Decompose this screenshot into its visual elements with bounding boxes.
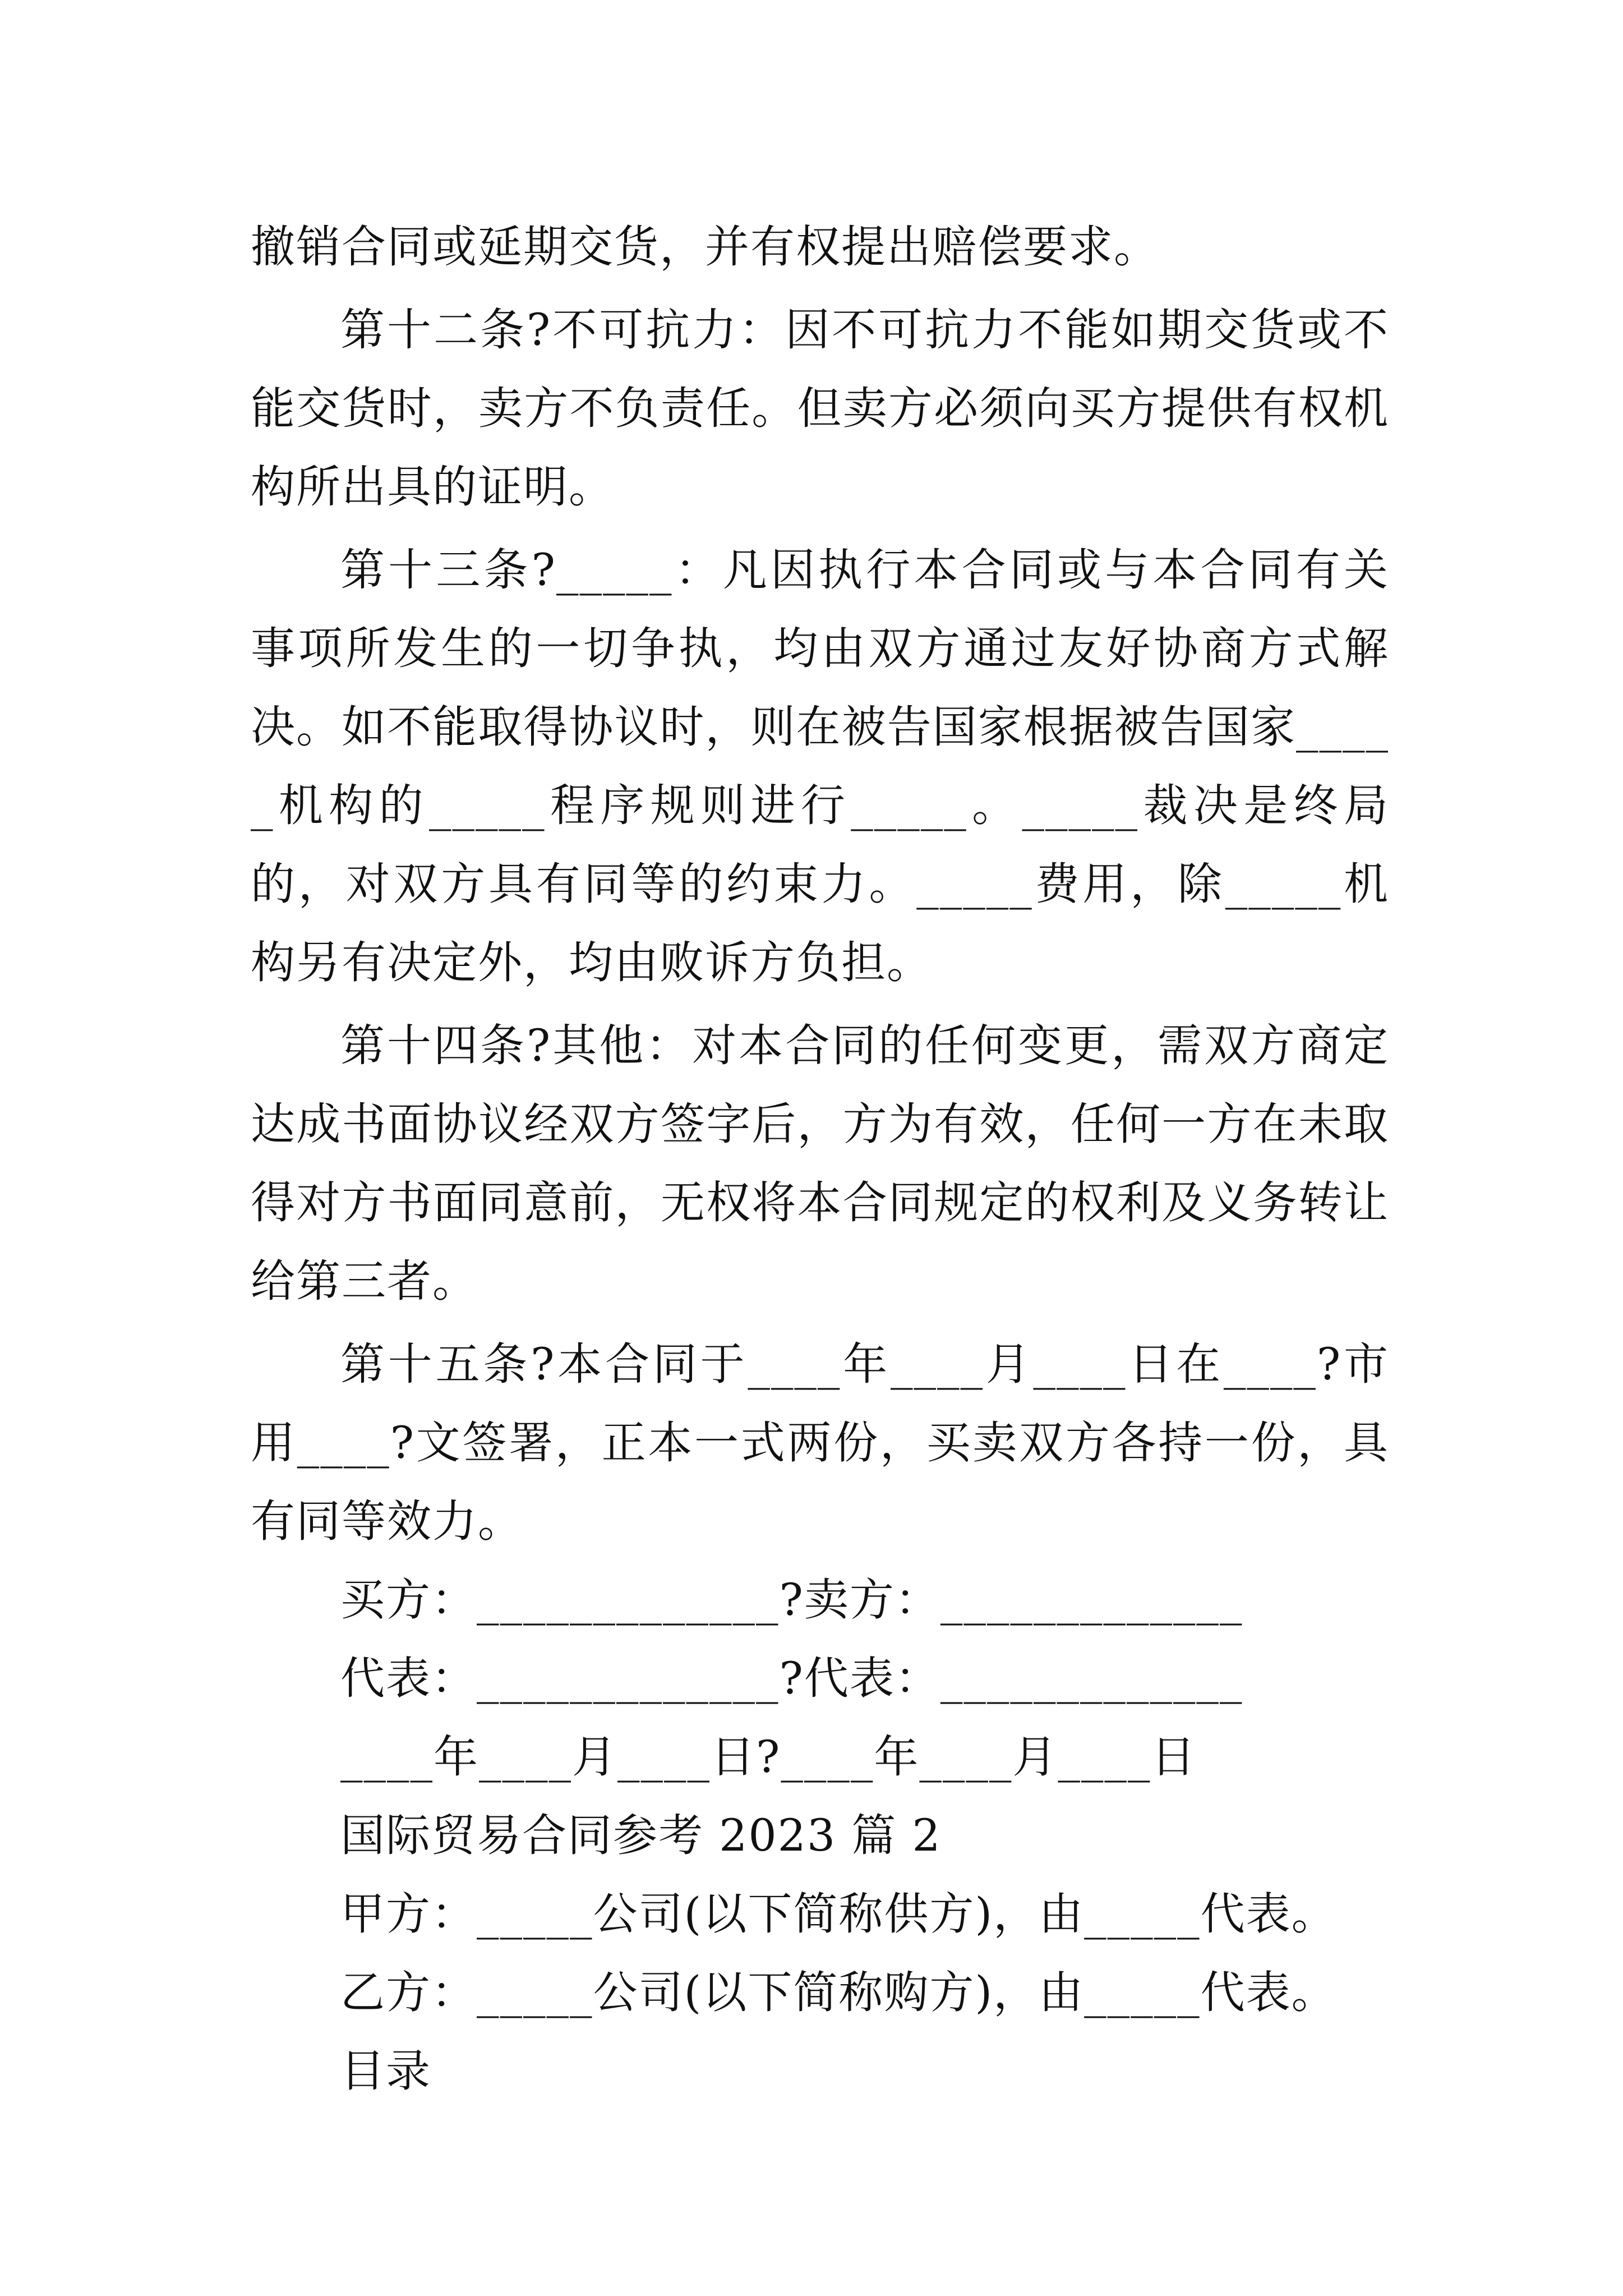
paragraph-continuation: 撤销合同或延期交货，并有权提出赔偿要求。 — [251, 221, 1159, 273]
section-title: 国际贸易合同参考 2023 篇 2 — [340, 1810, 942, 1861]
paragraph-article-15: 第十五条?本合同于____年____月____日在____?市用____?文签署，正本一式两份，买卖双方各持一份，具有同等效力。 — [251, 1338, 1389, 1547]
party-b-line: 乙方：_____公司(以下简称购方)，由_____代表。 — [340, 1967, 1337, 2018]
signature-line-parties: 买方：_____________?卖方：_____________ — [340, 1574, 1243, 1626]
signature-line-representatives: 代表：_____________?代表：_____________ — [340, 1653, 1243, 1704]
toc-heading: 目录 — [340, 2045, 431, 2097]
paragraph-article-12: 第十二条?不可抗力：因不可抗力不能如期交货或不能交货时，卖方不负责任。但卖方必须向买方提供有权机构所出具的证明。 — [251, 304, 1389, 513]
signature-line-dates: ____年____月____日?____年____月____日 — [340, 1731, 1197, 1783]
document-page — [251, 208, 1389, 2110]
party-a-line: 甲方：_____公司(以下简称供方)，由_____代表。 — [340, 1888, 1337, 1940]
paragraph-article-14: 第十四条?其他：对本合同的任何变更，需双方商定达成书面协议经双方签字后，方为有效，任何一方在未取得对方书面同意前，无权将本合同规定的权利及义务转让给第三者。 — [251, 1020, 1389, 1307]
paragraph-article-13: 第十三条?_____：凡因执行本合同或与本合同有关事项所发生的一切争执，均由双方通过友好协商方式解决。如不能取得协议时，则在被告国家根据被告国家_____机构的_____程序规则进行_____。_____裁决是终局的，对双方具有同等的约束力。_____费用，除_____机构另有决定外，均由败诉方负担。 — [251, 544, 1389, 988]
